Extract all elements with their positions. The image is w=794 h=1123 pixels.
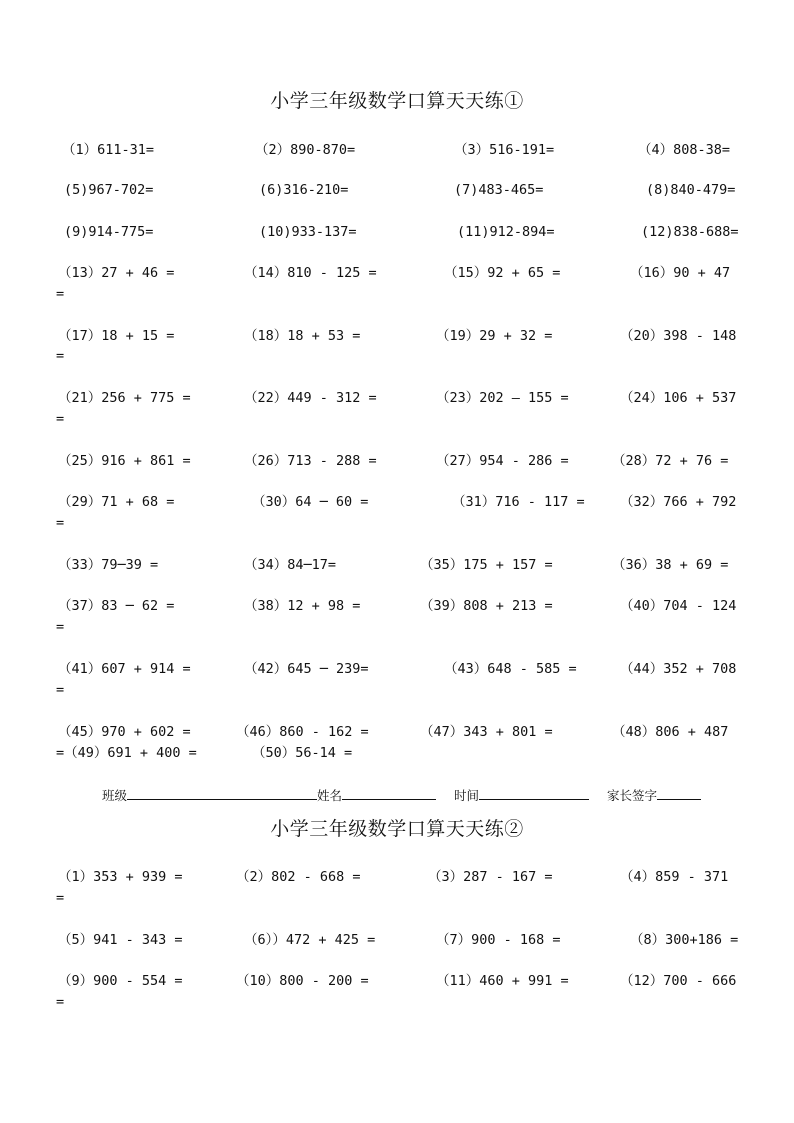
problem: (8)840-479= <box>646 182 736 198</box>
problem: （8）300+186 = <box>630 932 739 948</box>
problem: （35）175 + 157 = <box>420 557 553 573</box>
problem: （11）460 + 991 = <box>436 973 569 989</box>
wrapped-equals: = <box>56 286 65 302</box>
problem: （28）72 + 76 = <box>612 453 729 469</box>
parent-signature-label: 家长签字 <box>607 788 658 803</box>
problem: （31）716 - 117 = <box>452 494 585 510</box>
problem: （20）398 - 148 <box>620 328 737 344</box>
wrapped-equals: = <box>56 890 65 906</box>
problem: （9）900 - 554 = <box>58 973 183 989</box>
problem: （7）900 - 168 = <box>436 932 561 948</box>
wrapped-equals: = <box>56 348 65 364</box>
time-label: 时间 <box>454 788 480 803</box>
problem: （3）287 - 167 = <box>428 869 553 885</box>
parent-signature-blank[interactable] <box>657 787 701 800</box>
problem: （24）106 + 537 <box>620 390 737 406</box>
problem: （16）90 + 47 <box>630 265 731 281</box>
wrapped-equals: = <box>56 619 65 635</box>
problem: （4）808-38= <box>638 142 731 158</box>
problem: （23）202 – 155 = <box>436 390 569 406</box>
problem: （29）71 + 68 = <box>58 494 175 510</box>
wrapped-equals: = <box>56 411 65 427</box>
problem: (11)912-894= <box>457 224 555 240</box>
problem: (12)838-688= <box>641 224 739 240</box>
problem: （19）29 + 32 = <box>436 328 553 344</box>
name-blank[interactable] <box>342 787 436 800</box>
problem: （50）56-14 = <box>252 745 353 761</box>
problem: （34）84─17= <box>244 557 337 573</box>
problem: (10)933-137= <box>259 224 357 240</box>
problem: (9)914-775= <box>64 224 154 240</box>
problem: （4）859 - 371 <box>620 869 729 885</box>
problem: （2）890-870= <box>255 142 356 158</box>
student-info-line <box>102 786 701 804</box>
problem: （15）92 + 65 = <box>444 265 561 281</box>
problem: （2）802 - 668 = <box>236 869 361 885</box>
problem: （6））472 + 425 = <box>244 932 376 948</box>
problem: （33）79─39 = <box>58 557 159 573</box>
problem: （17）18 + 15 = <box>58 328 175 344</box>
wrapped-equals: = <box>56 994 65 1010</box>
time-blank[interactable] <box>479 787 589 800</box>
problem: （38）12 + 98 = <box>244 598 361 614</box>
problem: （21）256 + 775 = <box>58 390 191 406</box>
problem: （22）449 - 312 = <box>244 390 377 406</box>
problem: （25）916 + 861 = <box>58 453 191 469</box>
problem: （10）800 - 200 = <box>236 973 369 989</box>
name-label: 姓名 <box>317 788 343 803</box>
problem: （3）516-191= <box>454 142 555 158</box>
sheet1-title: 小学三年级数学口算天天练① <box>270 90 524 112</box>
problem: （1）353 + 939 = <box>58 869 183 885</box>
problem: （37）83 ─ 62 = <box>58 598 175 614</box>
problem: （45）970 + 602 = <box>58 724 191 740</box>
class-blank[interactable] <box>127 787 317 800</box>
class-label: 班级 <box>102 788 128 803</box>
problem: （42）645 ─ 239= <box>244 661 369 677</box>
problem: （26）713 - 288 = <box>244 453 377 469</box>
wrapped-equals: = <box>56 682 65 698</box>
problem: （39）808 + 213 = <box>420 598 553 614</box>
problem: (5)967-702= <box>64 182 154 198</box>
problem: （30）64 ─ 60 = <box>252 494 369 510</box>
wrapped-equals: = <box>56 515 65 531</box>
problem: （44）352 + 708 <box>620 661 737 677</box>
problem: （43）648 - 585 = <box>444 661 577 677</box>
problem: （14）810 - 125 = <box>244 265 377 281</box>
problem: （12）700 - 666 <box>620 973 737 989</box>
problem: （47）343 + 801 = <box>420 724 553 740</box>
problem: （41）607 + 914 = <box>58 661 191 677</box>
problem: (6)316-210= <box>259 182 349 198</box>
problem: （36）38 + 69 = <box>612 557 729 573</box>
problem: (7)483-465= <box>454 182 544 198</box>
problem: （40）704 - 124 <box>620 598 737 614</box>
problem: （27）954 - 286 = <box>436 453 569 469</box>
problem: （32）766 + 792 <box>620 494 737 510</box>
sheet2-title: 小学三年级数学口算天天练② <box>270 818 524 840</box>
problem: （48）806 + 487 <box>612 724 729 740</box>
problem: =（49）691 + 400 = <box>56 745 197 761</box>
problem: （1）611-31= <box>62 142 155 158</box>
problem: （18）18 + 53 = <box>244 328 361 344</box>
problem: （13）27 + 46 = <box>58 265 175 281</box>
problem: （46）860 - 162 = <box>236 724 369 740</box>
problem: （5）941 - 343 = <box>58 932 183 948</box>
